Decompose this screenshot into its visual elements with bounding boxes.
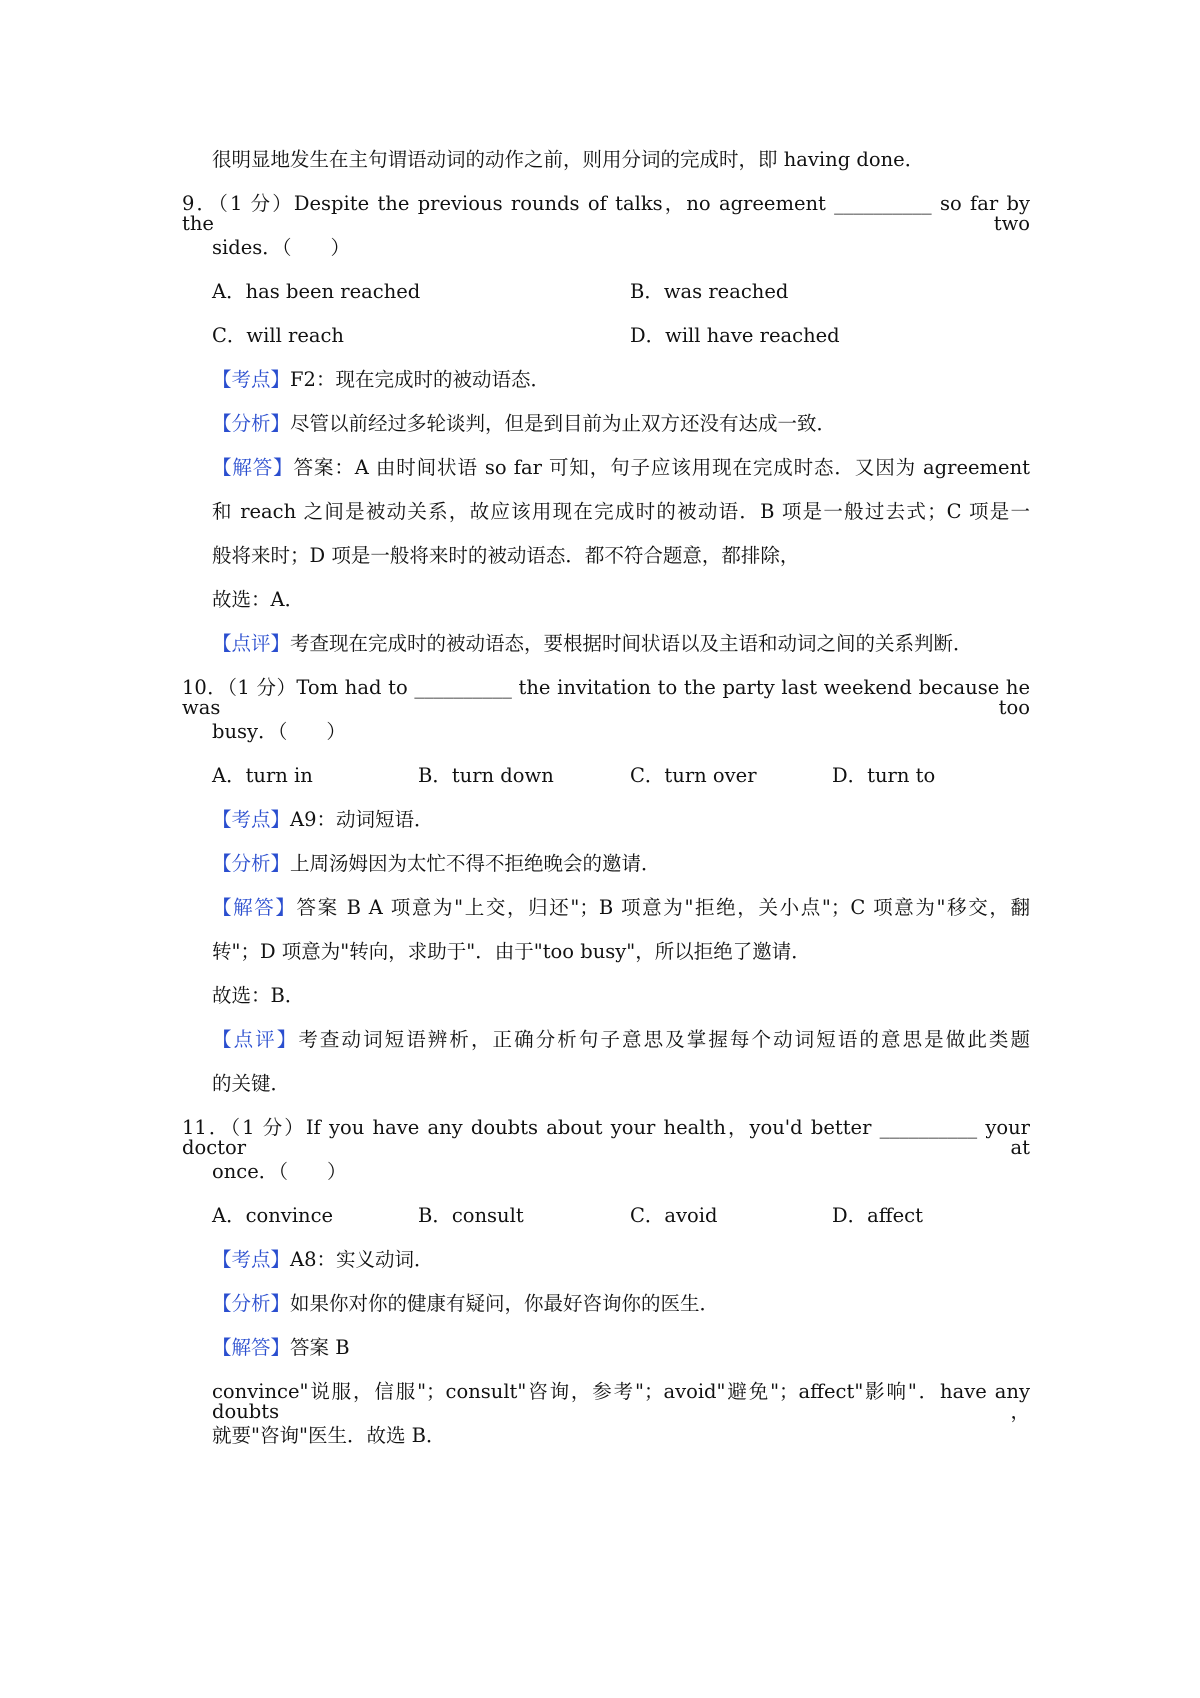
- fenxi-tag: 【分析】: [212, 412, 291, 435]
- kaodian: [212, 810, 434, 830]
- jieda-cont: 就要"咨询"医生．故选 B．: [212, 1424, 446, 1447]
- option-c: C．turn over: [630, 764, 757, 787]
- jieda-cont: 般将来时；D 项是一般将来时的被动语态．都不符合题意，都排除，: [212, 544, 800, 567]
- dianping: [212, 1030, 1030, 1050]
- dianping-cont: 的关键．: [212, 1072, 291, 1095]
- option-b: B．consult: [418, 1204, 524, 1227]
- option-d: D．affect: [832, 1204, 923, 1227]
- option-a: A．turn in: [212, 764, 313, 787]
- question-stem: 9．（1 分）Despite the previous rounds of talks，no agreement __________ so far by the two: [182, 192, 1030, 235]
- question-stem-cont: sides．（ ）: [212, 236, 351, 259]
- jieda: [212, 1338, 350, 1358]
- fenxi-text: 上周汤姆因为太忙不得不拒绝晚会的邀请．: [290, 852, 661, 875]
- answer-choice: 故选：A．: [212, 588, 305, 611]
- answer-choice: 故选：B．: [212, 984, 305, 1007]
- jieda-cont: convince"说服，信服"；consult"咨询，参考"；avoid"避免"；affect"影响"．have any doubts，: [212, 1380, 1030, 1423]
- option-d: D．will have reached: [630, 324, 840, 347]
- dianping-text: 考查现在完成时的被动语态，要根据时间状语以及主语和动词之间的关系判断．: [290, 632, 973, 655]
- kaodian-text: A8：实义动词．: [290, 1248, 434, 1271]
- jieda-text: 答案：A 由时间状语 so far 可知，句子应该用现在完成时态．又因为 agreement: [293, 456, 1030, 479]
- option-c: C．will reach: [212, 324, 344, 347]
- fenxi: [212, 1294, 719, 1314]
- jieda-cont: 转"；D 项意为"转向，求助于"．由于"too busy"，所以拒绝了邀请．: [212, 940, 811, 963]
- jieda-text: 答案 B: [290, 1336, 350, 1359]
- question-stem: 11．（1 分）If you have any doubts about your health，you'd better __________ your doctor at: [182, 1116, 1030, 1159]
- dianping-text: 考查动词短语辨析，正确分析句子意思及掌握每个动词短语的意思是做此类题: [298, 1028, 1030, 1051]
- option-b: B．was reached: [630, 280, 789, 303]
- jieda-cont: 和 reach 之间是被动关系，故应该用现在完成时的被动语．B 项是一般过去式；C 项是一: [212, 500, 1030, 523]
- dianping: [212, 634, 973, 654]
- question-stem-cont: busy．（ ）: [212, 720, 346, 743]
- kaodian-text: F2：现在完成时的被动语态．: [290, 368, 550, 391]
- option-a: A．has been reached: [212, 280, 421, 303]
- dianping-tag: 【点评】: [212, 1028, 299, 1051]
- jieda-tag: 【解答】: [212, 456, 294, 479]
- intro-line: 很明显地发生在主句谓语动词的动作之前，则用分词的完成时，即 having done．: [212, 148, 925, 171]
- question-stem: 10．（1 分）Tom had to __________ the invitation to the party last weekend because he was too: [182, 676, 1030, 719]
- fenxi: [212, 854, 661, 874]
- option-b: B．turn down: [418, 764, 554, 787]
- kaodian-tag: 【考点】: [212, 808, 291, 831]
- question-stem-cont: once．（ ）: [212, 1160, 347, 1183]
- kaodian: [212, 1250, 434, 1270]
- fenxi: [212, 414, 836, 434]
- option-a: A．convince: [212, 1204, 334, 1227]
- jieda-tag: 【解答】: [212, 1336, 291, 1359]
- jieda-tag: 【解答】: [212, 896, 297, 919]
- option-c: C．avoid: [630, 1204, 718, 1227]
- kaodian-text: A9：动词短语．: [290, 808, 434, 831]
- jieda: [212, 898, 1030, 918]
- jieda: [212, 458, 1030, 478]
- jieda-text: 答案 B A 项意为"上交，归还"；B 项意为"拒绝，关小点"；C 项意为"移交，翻: [296, 896, 1030, 919]
- fenxi-text: 尽管以前经过多轮谈判，但是到目前为止双方还没有达成一致．: [290, 412, 837, 435]
- kaodian: [212, 370, 550, 390]
- fenxi-text: 如果你对你的健康有疑问，你最好咨询你的医生．: [290, 1292, 720, 1315]
- dianping-tag: 【点评】: [212, 632, 291, 655]
- fenxi-tag: 【分析】: [212, 852, 291, 875]
- option-d: D．turn to: [832, 764, 936, 787]
- kaodian-tag: 【考点】: [212, 368, 291, 391]
- kaodian-tag: 【考点】: [212, 1248, 291, 1271]
- fenxi-tag: 【分析】: [212, 1292, 291, 1315]
